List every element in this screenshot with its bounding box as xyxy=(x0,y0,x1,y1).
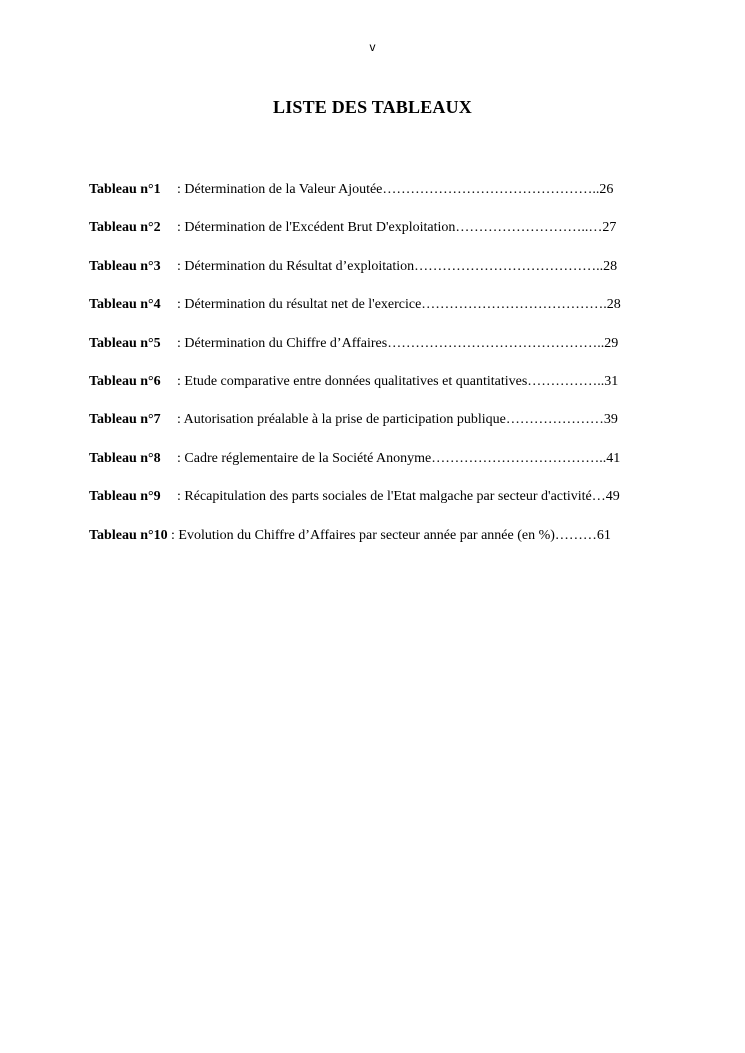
entry-label: Tableau n°3 xyxy=(89,258,161,274)
list-item-tableau-5 xyxy=(89,334,655,372)
list-item-tableau-9 xyxy=(89,487,655,525)
entry-text: : Détermination du résultat net de l'exercice………………………………….28 xyxy=(177,297,621,313)
entry-label: Tableau n°8 xyxy=(89,450,161,466)
list-item-tableau-4 xyxy=(89,295,655,333)
entry-text: : Détermination de la Valeur Ajoutée………………………………………..26 xyxy=(177,182,614,197)
entry-label: Tableau n°2 xyxy=(89,220,161,236)
entry-label: Tableau n°7 xyxy=(89,412,161,428)
entry-text: : Récapitulation des parts sociales de l'Etat malgache par secteur d'activité…49 xyxy=(177,489,620,505)
entry-text: : Etude comparative entre données qualitatives et quantitatives……………..31 xyxy=(177,373,619,389)
list-item-tableau-6 xyxy=(89,372,655,410)
entry-text: : Evolution du Chiffre d’Affaires par secteur année par année (en %)………61 xyxy=(171,527,611,543)
list-item-tableau-10 xyxy=(89,526,655,564)
list-item-tableau-8 xyxy=(89,449,655,487)
entry-text: : Cadre réglementaire de la Société Anonyme………………………………..41 xyxy=(177,450,621,466)
list-item-tableau-1 xyxy=(89,180,655,218)
entry-label: Tableau n°10 xyxy=(89,527,168,543)
list-item-tableau-7 xyxy=(89,410,655,448)
entry-label: Tableau n°4 xyxy=(89,297,161,313)
entry-text: : Détermination du Résultat d’exploitation…………………………………..28 xyxy=(177,258,618,274)
entry-label: Tableau n°9 xyxy=(89,489,161,505)
table-list xyxy=(89,180,655,564)
page-title: LISTE DES TABLEAUX xyxy=(272,97,472,117)
list-item-tableau-2 xyxy=(89,218,655,256)
entry-text: : Autorisation préalable à la prise de participation publique…………………39 xyxy=(177,412,618,428)
entry-label: Tableau n°5 xyxy=(89,335,161,351)
entry-text: : Détermination de l'Excédent Brut D'exploitation………………………..…27 xyxy=(177,220,617,236)
entry-label: Tableau n°1 xyxy=(89,182,161,197)
entry-text: : Détermination du Chiffre d’Affaires………………………………………..29 xyxy=(177,335,619,351)
list-item-tableau-3 xyxy=(89,257,655,295)
page-number: v xyxy=(369,40,376,54)
entry-label: Tableau n°6 xyxy=(89,373,161,389)
